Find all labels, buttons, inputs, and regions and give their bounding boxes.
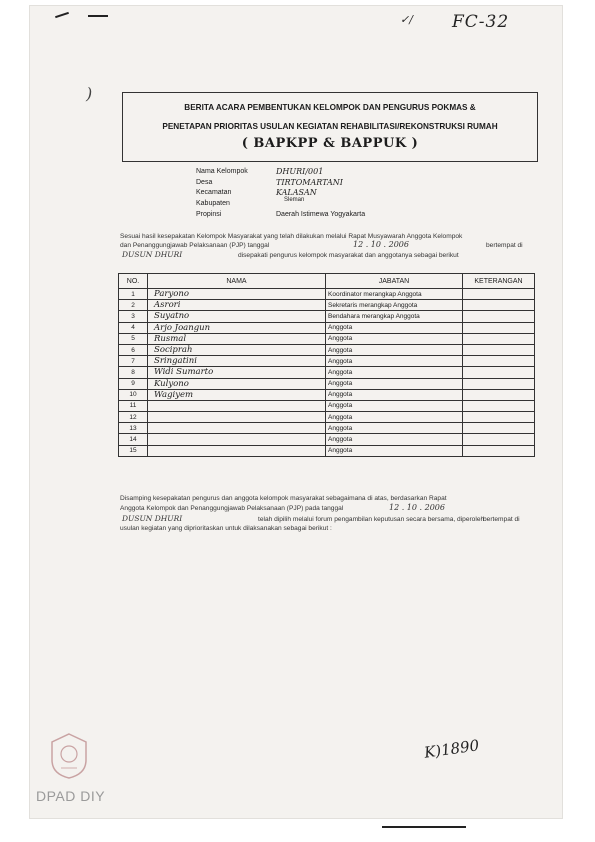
member-name: Kulyono — [148, 378, 326, 389]
member-role: Anggota — [326, 378, 463, 389]
member-role: Anggota — [326, 412, 463, 423]
meeting-date: 12 . 10 . 2006 — [389, 503, 445, 512]
table-row — [119, 311, 535, 322]
table-row — [119, 423, 535, 434]
row-number: 9 — [119, 378, 148, 389]
member-name — [148, 423, 326, 434]
title-line-1: BERITA ACARA PEMBENTUKAN KELOMPOK DAN PENGURUS POKMAS & — [184, 103, 476, 112]
title-acronym: ( BAPKPP & BAPPUK ) — [241, 136, 419, 151]
member-note — [463, 400, 535, 411]
member-name: Suyatno — [148, 311, 326, 322]
member-note — [463, 445, 535, 456]
table-row — [119, 333, 535, 344]
member-note — [463, 289, 535, 300]
row-number: 14 — [119, 434, 148, 445]
table-row — [119, 400, 535, 411]
outro-line: Anggota Kelompok dan Penanggungjawab Pelaksanaan (PJP) pada tanggal — [120, 505, 344, 512]
member-note — [463, 389, 535, 400]
row-number: 10 — [119, 389, 148, 400]
member-role: Anggota — [326, 400, 463, 411]
member-name — [148, 434, 326, 445]
member-role: Anggota — [326, 333, 463, 344]
table-row — [119, 445, 535, 456]
column-header-role: JABATAN — [326, 274, 463, 289]
member-role: Anggota — [326, 434, 463, 445]
intro-line: Sesuai hasil kesepakatan Kelompok Masyarakat yang telah dilakukan melalui Rapat Musyawarah Anggota Kelompok — [120, 233, 463, 240]
member-role: Anggota — [326, 389, 463, 400]
row-number: 4 — [119, 322, 148, 333]
member-name: Paryono — [148, 289, 326, 300]
member-role: Anggota — [326, 423, 463, 434]
intro-line: disepakati pengurus kelompok masyarakat dan anggotanya sebagai berikut — [238, 252, 459, 259]
identity-label: Nama Kelompok — [196, 168, 248, 175]
column-header-name: NAMA — [148, 274, 326, 289]
intro-line: bertempat di — [486, 242, 523, 249]
member-name: Sociprah — [148, 344, 326, 355]
outro-line: usulan kegiatan yang diprioritaskan untuk dilaksanakan sebagai berikut : — [120, 525, 332, 532]
member-note — [463, 344, 535, 355]
member-note — [463, 333, 535, 344]
member-name: Rusmal — [148, 333, 326, 344]
member-role: Anggota — [326, 322, 463, 333]
member-note — [463, 378, 535, 389]
row-number: 15 — [119, 445, 148, 456]
member-name: Arjo Joangun — [148, 322, 326, 333]
outro-line: bertempat di — [483, 516, 520, 523]
table-header-row — [119, 274, 535, 289]
watermark: DPAD DIY — [36, 788, 106, 804]
member-role: Anggota — [326, 344, 463, 355]
archive-code: FC-32 — [452, 12, 510, 32]
identity-value: TIRTOMARTANI — [276, 178, 343, 187]
row-number: 8 — [119, 367, 148, 378]
row-number: 6 — [119, 344, 148, 355]
member-role: Anggota — [326, 445, 463, 456]
member-note — [463, 412, 535, 423]
row-number: 7 — [119, 356, 148, 367]
row-number: 13 — [119, 423, 148, 434]
table-row — [119, 344, 535, 355]
identity-label: Kabupaten — [196, 200, 230, 207]
identity-label: Kecamatan — [196, 189, 232, 196]
row-number: 5 — [119, 333, 148, 344]
pen-mark: ) — [86, 84, 93, 103]
member-role: Bendahara merangkap Anggota — [326, 311, 463, 322]
member-role: Koordinator merangkap Anggota — [326, 289, 463, 300]
member-name — [148, 445, 326, 456]
meeting-date: 12 . 10 . 2006 — [353, 240, 409, 249]
outro-line: Disamping kesepakatan pengurus dan anggota kelompok masyarakat sebagaimana di atas, berdasarkan Rapat — [120, 495, 447, 502]
table-row — [119, 389, 535, 400]
member-note — [463, 311, 535, 322]
column-header-note: KETERANGAN — [463, 274, 535, 289]
pen-mark — [88, 15, 108, 17]
members-table — [118, 273, 535, 457]
table-row — [119, 412, 535, 423]
outro-line: telah dipilih melalui forum pengambilan keputusan secara bersama, diperoleh — [258, 516, 485, 523]
identity-value: KALASAN — [276, 188, 317, 197]
row-number: 12 — [119, 412, 148, 423]
member-note — [463, 322, 535, 333]
table-row — [119, 434, 535, 445]
identity-label: Desa — [196, 179, 213, 186]
member-name — [148, 400, 326, 411]
member-name: Widi Sumarto — [148, 367, 326, 378]
member-name: Wagiyem — [148, 389, 326, 400]
table-row — [119, 300, 535, 311]
meeting-place: DUSUN DHURI — [122, 250, 183, 259]
member-role: Sekretaris merangkap Anggota — [326, 300, 463, 311]
identity-value: Daerah Istimewa Yogyakarta — [276, 211, 366, 218]
member-name: Asrori — [148, 300, 326, 311]
row-number: 2 — [119, 300, 148, 311]
table-row — [119, 367, 535, 378]
member-note — [463, 434, 535, 445]
identity-label: Propinsi — [196, 211, 222, 218]
identity-value: Sleman — [284, 197, 305, 203]
member-note — [463, 300, 535, 311]
seal-logo-icon — [48, 732, 90, 780]
member-name — [148, 412, 326, 423]
meeting-place: DUSUN DHURI — [122, 514, 183, 523]
member-note — [463, 367, 535, 378]
member-role: Anggota — [326, 367, 463, 378]
title-line-2: PENETAPAN PRIORITAS USULAN KEGIATAN REHABILITASI/REKONSTRUKSI RUMAH — [162, 122, 498, 131]
row-number: 3 — [119, 311, 148, 322]
identity-value: DHURI/001 — [276, 167, 324, 176]
handwritten-number: K)1890 — [423, 736, 481, 762]
underline-mark — [382, 826, 466, 828]
check-mark: ✓/ — [400, 13, 413, 26]
member-note — [463, 423, 535, 434]
column-header-no: NO. — [119, 274, 148, 289]
member-note — [463, 356, 535, 367]
member-name: Sringatini — [148, 356, 326, 367]
member-role: Anggota — [326, 356, 463, 367]
table-row — [119, 322, 535, 333]
intro-line: dan Penanggungjawab Pelaksanaan (PJP) tanggal — [120, 242, 270, 249]
title-box — [122, 92, 538, 162]
table-row — [119, 378, 535, 389]
row-number: 1 — [119, 289, 148, 300]
table-row — [119, 289, 535, 300]
row-number: 11 — [119, 400, 148, 411]
table-row — [119, 356, 535, 367]
